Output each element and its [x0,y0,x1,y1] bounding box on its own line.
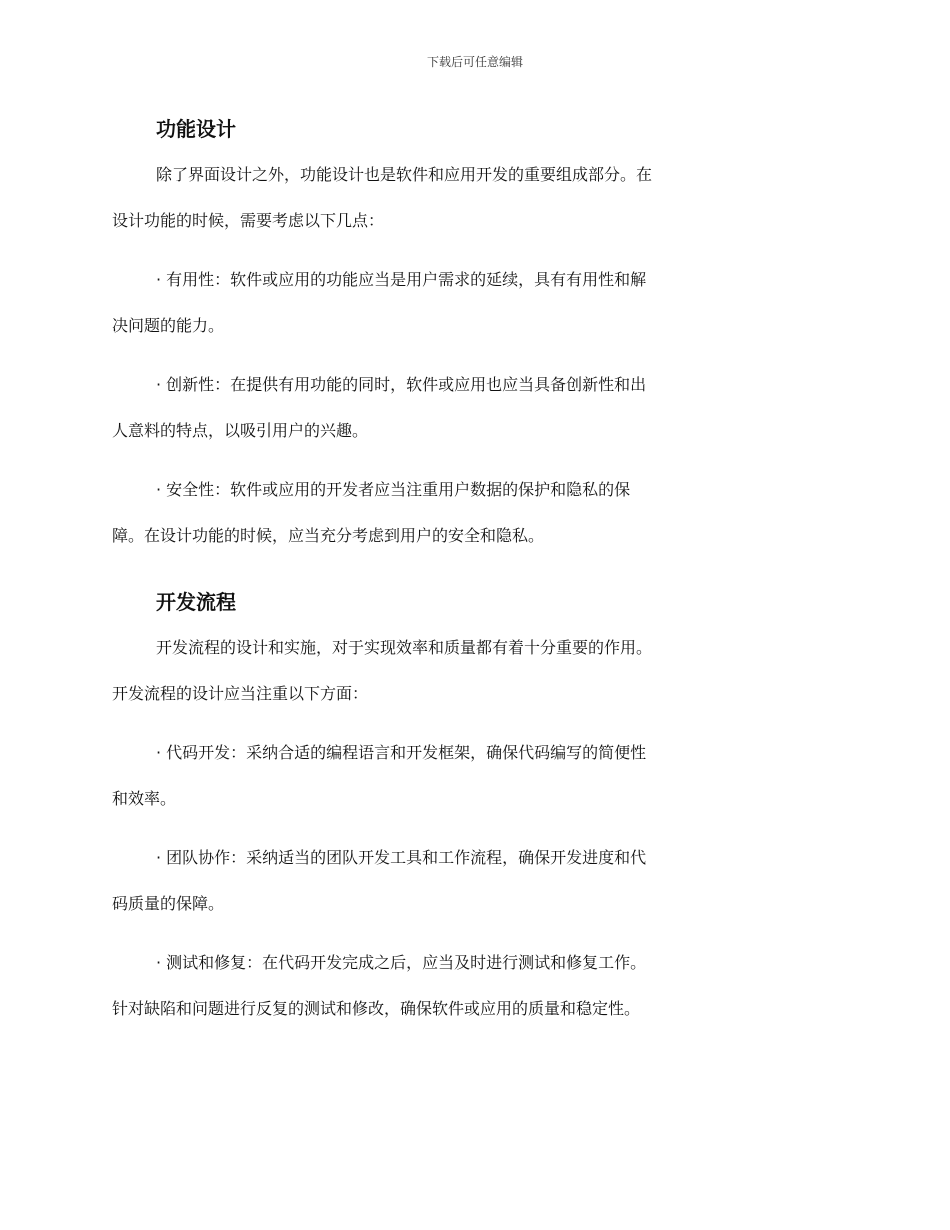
bullet-item-security [112,477,837,569]
section-heading-development-process: 开发流程 [156,590,236,614]
section-heading-function-design: 功能设计 [156,117,236,141]
bullet-item-innovation [112,372,837,464]
paragraph-line: · 团队协作：采纳适当的团队开发工具和工作流程，确保开发进度和代 [156,848,647,867]
paragraph-line: 开发流程的设计应当注重以下方面： [112,684,369,703]
paragraph-line: 和效率。 [112,789,177,808]
paragraph-line: 除了界面设计之外，功能设计也是软件和应用开发的重要组成部分。在 [156,165,653,184]
paragraph-line: 针对缺陷和问题进行反复的测试和修改，确保软件或应用的质量和稳定性。 [112,999,641,1018]
paragraph [112,635,837,727]
paragraph-line: 决问题的能力。 [112,316,225,335]
bullet-item-team-collaboration [112,845,837,937]
bullet-item-testing-and-fixing [112,950,837,1042]
paragraph-line: 障。在设计功能的时候，应当充分考虑到用户的安全和隐私。 [112,526,545,545]
paragraph-line: 开发流程的设计和实施，对于实现效率和质量都有着十分重要的作用。 [156,638,653,657]
paragraph-line: · 创新性：在提供有用功能的同时，软件或应用也应当具备创新性和出 [156,375,647,394]
paragraph-line: 设计功能的时候，需要考虑以下几点： [112,211,385,230]
paragraph [112,162,837,254]
paragraph-line: · 有用性：软件或应用的功能应当是用户需求的延续，具有有用性和解 [156,270,647,289]
paragraph-line: 码质量的保障。 [112,894,225,913]
paragraph-line: · 安全性：软件或应用的开发者应当注重用户数据的保护和隐私的保 [156,480,631,499]
paragraph-line: · 测试和修复：在代码开发完成之后，应当及时进行测试和修复工作。 [156,953,647,972]
page-header: 下载后可任意编辑 [426,55,523,69]
document-body [112,108,837,1042]
bullet-item-usefulness [112,267,837,359]
paragraph-line: · 代码开发：采纳合适的编程语言和开发框架，确保代码编写的简便性 [156,743,647,762]
paragraph-line: 人意料的特点，以吸引用户的兴趣。 [112,421,369,440]
bullet-item-code-development [112,740,837,832]
